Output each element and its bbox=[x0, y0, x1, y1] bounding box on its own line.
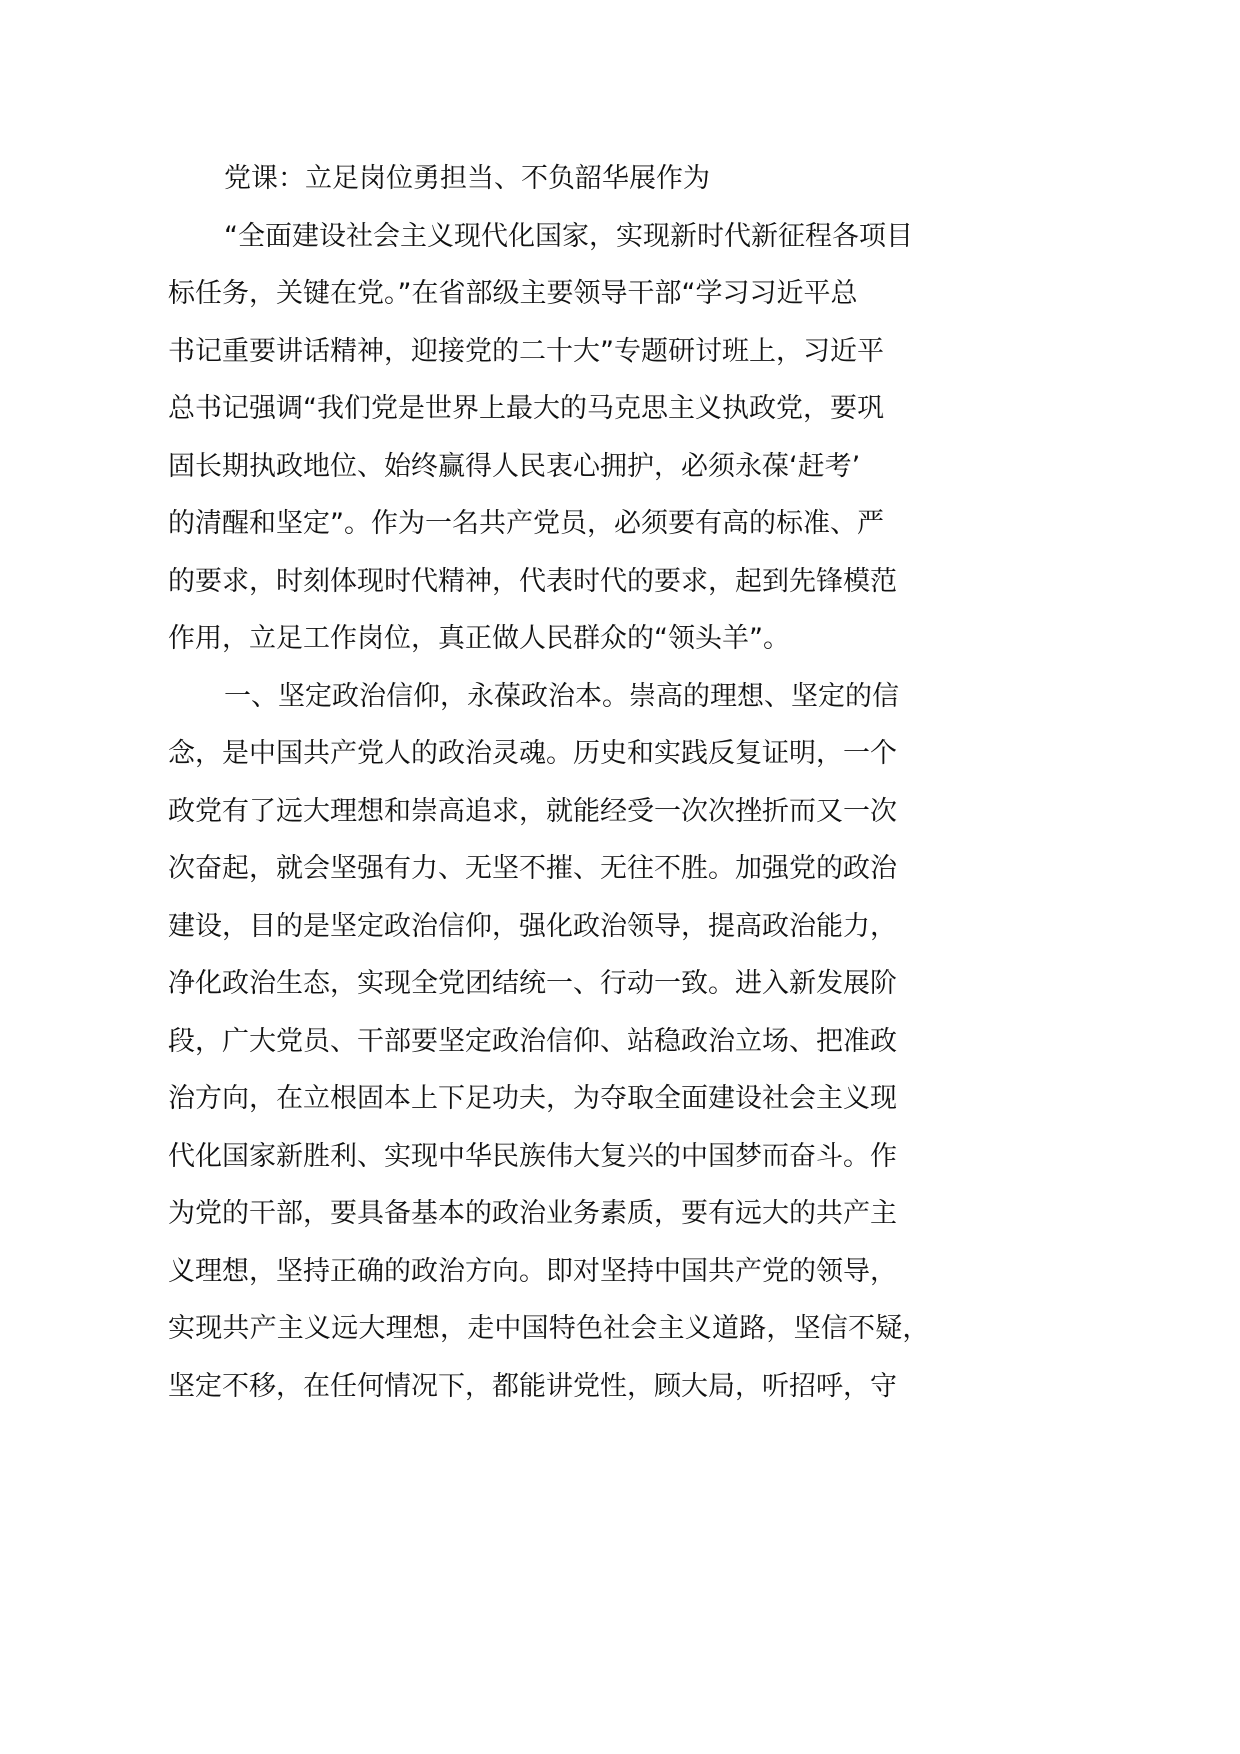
paragraph-2-line-7: 段，广大党员、干部要坚定政治信仰、站稳政治立场、把准政 bbox=[168, 1025, 897, 1057]
paragraph-1-line-3: 书记重要讲话精神，迎接党的二十大”专题研讨班上，习近平 bbox=[168, 335, 884, 367]
paragraph-2-line-12: 实现共产主义远大理想，走中国特色社会主义道路，坚信不疑， bbox=[168, 1313, 930, 1344]
paragraph-2-line-2: 念，是中国共产党人的政治灵魂。历史和实践反复证明，一个 bbox=[168, 738, 897, 769]
paragraph-1-line-5: 固长期执政地位、始终赢得人民衷心拥护，必须永葆‘赶考’ bbox=[168, 450, 861, 482]
document-title: 党课：立足岗位勇担当、不负韶华展作为 bbox=[224, 163, 710, 194]
paragraph-2-line-13: 坚定不移，在任何情况下，都能讲党性，顾大局，听招呼，守 bbox=[168, 1370, 897, 1402]
paragraph-2-line-10: 为党的干部，要具备基本的政治业务素质，要有远大的共产主 bbox=[168, 1198, 897, 1229]
paragraph-2-line-9: 代化国家新胜利、实现中华民族伟大复兴的中国梦而奋斗。作 bbox=[168, 1140, 897, 1172]
paragraph-2-line-3: 政党有了远大理想和崇高追求，就能经受一次次挫折而又一次 bbox=[168, 795, 897, 827]
paragraph-2-line-11: 义理想，坚持正确的政治方向。即对坚持中国共产党的领导， bbox=[168, 1255, 897, 1287]
paragraph-1-line-8: 作用，立足工作岗位，真正做人民群众的“领头羊”。 bbox=[168, 623, 790, 654]
paragraph-2-line-1: 一、坚定政治信仰，永葆政治本。崇高的理想、坚定的信 bbox=[224, 680, 899, 712]
document-body bbox=[168, 150, 940, 1415]
paragraph-1-line-2: 标任务，关键在党。”在省部级主要领导干部“学习习近平总 bbox=[168, 278, 858, 309]
paragraph-1-line-7: 的要求，时刻体现时代精神，代表时代的要求，起到先锋模范 bbox=[168, 565, 897, 597]
paragraph-2-line-6: 净化政治生态，实现全党团结统一、行动一致。进入新发展阶 bbox=[168, 968, 897, 999]
paragraph-2-line-4: 次奋起，就会坚强有力、无坚不摧、无往不胜。加强党的政治 bbox=[168, 853, 897, 884]
paragraph-2-line-5: 建设，目的是坚定政治信仰，强化政治领导，提高政治能力， bbox=[168, 910, 897, 942]
paragraph-1-line-6: 的清醒和坚定”。作为一名共产党员，必须要有高的标准、严 bbox=[168, 508, 884, 539]
paragraph-1-line-4: 总书记强调“我们党是世界上最大的马克思主义执政党，要巩 bbox=[168, 393, 884, 424]
paragraph-1-line-1: “全面建设社会主义现代化国家，实现新时代新征程各项目 bbox=[224, 220, 913, 252]
paragraph-2-line-8: 治方向，在立根固本上下足功夫，为夺取全面建设社会主义现 bbox=[168, 1083, 897, 1114]
